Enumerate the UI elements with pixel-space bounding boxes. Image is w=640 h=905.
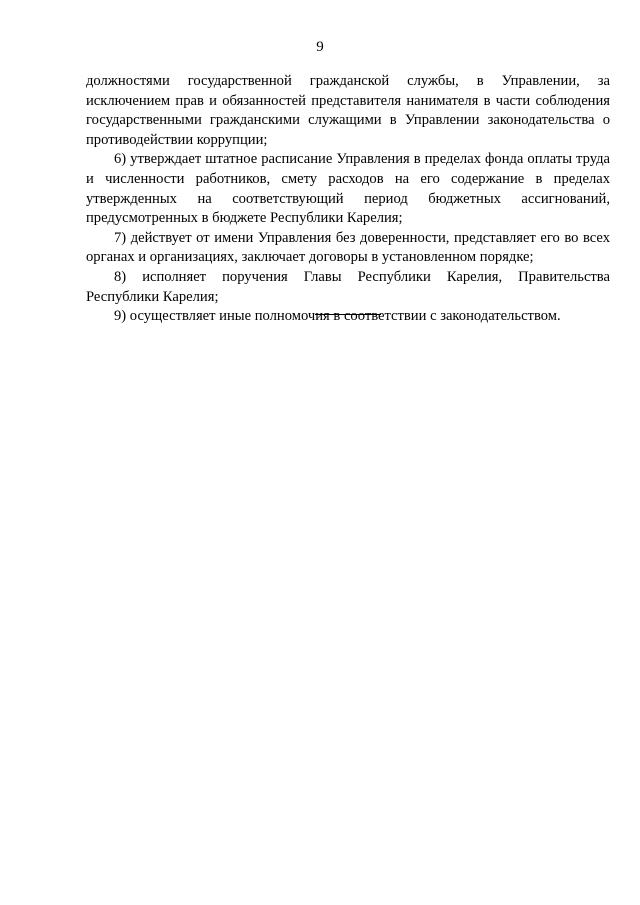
paragraph-item-9: 9) осуществляет иные полномочия в соответствии с законодательством. (114, 308, 561, 325)
paragraph-item-7: 7) действует от имени Управления без доверенности, представляет его во всех органах и организациях, заключает договоры в установленном порядке; (86, 229, 610, 266)
paragraph-item-6: 6) утверждает штатное расписание Управления в пределах фонда оплаты труда и численности работников, смету расходов на его содержание в пределах утвержденных на соответствующий период бюджетных ассигнований, предусмотренных в бюджете Республики Карелия; (86, 151, 610, 227)
paragraph-item-8: 8) исполняет поручения Главы Республики Карелия, Правительства Республики Карелия; (86, 268, 610, 305)
page-number: 9 (316, 39, 324, 55)
document-body (86, 72, 610, 327)
end-of-document-rule (315, 314, 381, 315)
paragraph-continuation: должностями государственной гражданской службы, в Управлении, за исключением прав и обязанностей представителя нанимателя в части соблюдения государственными гражданскими служащими в Управлении законодательства о противодействии коррупции; (86, 73, 610, 148)
